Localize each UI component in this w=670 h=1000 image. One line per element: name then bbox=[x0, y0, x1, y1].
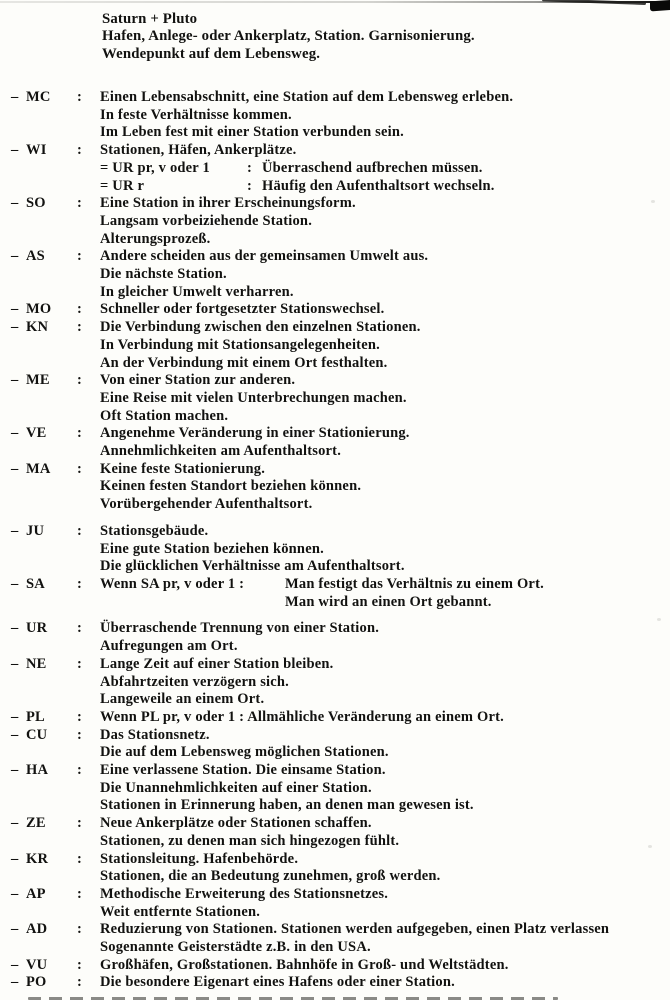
entry-code: AS bbox=[26, 248, 45, 265]
entry-row bbox=[0, 107, 670, 125]
entry-row bbox=[0, 178, 670, 196]
entry-code bbox=[26, 868, 77, 886]
entry-row bbox=[0, 620, 670, 638]
entry-HA bbox=[0, 762, 670, 815]
condition-label: Wenn SA pr, v oder 1 : bbox=[100, 575, 245, 592]
entry-SO bbox=[0, 195, 670, 248]
entry-colon bbox=[77, 408, 100, 426]
entry-row bbox=[0, 160, 670, 178]
condition-colon: : bbox=[247, 177, 253, 194]
entry-text: Langsam vorbeiziehende Station. bbox=[100, 212, 313, 229]
entry-text: Eine Station in ihrer Erscheinungsform. bbox=[100, 195, 356, 212]
entry-dash: – bbox=[11, 708, 19, 725]
condition-text: Man festigt das Verhältnis zu einem Ort. bbox=[285, 575, 544, 592]
entry-row bbox=[0, 762, 670, 780]
entry-text: Das Stationsnetz. bbox=[100, 726, 210, 743]
entry-dash bbox=[11, 797, 26, 815]
condition-text: Überraschend aufbrechen müssen. bbox=[262, 159, 483, 176]
entry-dash bbox=[11, 231, 26, 249]
entry-text: Andere scheiden aus der gemeinsamen Umwelt aus. bbox=[100, 248, 429, 265]
entry-colon: : bbox=[77, 89, 83, 105]
entry-dash bbox=[11, 833, 26, 851]
entry-row bbox=[0, 390, 670, 408]
entry-code: UR bbox=[26, 620, 48, 637]
entry-dash: – bbox=[11, 956, 19, 973]
entry-colon: : bbox=[77, 522, 83, 539]
condition-label: = UR r bbox=[100, 177, 145, 194]
entry-row bbox=[0, 355, 670, 373]
entry-colon bbox=[77, 213, 100, 231]
entry-colon: : bbox=[77, 956, 83, 973]
entry-text: Von einer Station zur anderen. bbox=[100, 372, 296, 389]
entry-text: Eine Reise mit vielen Unterbrechungen machen. bbox=[100, 389, 407, 406]
entry-row bbox=[0, 939, 670, 957]
entry-dash bbox=[11, 541, 26, 559]
entry-colon bbox=[77, 478, 100, 496]
entry-code: SO bbox=[26, 195, 46, 212]
entry-row bbox=[0, 195, 670, 213]
header-subtitle-2: Wendepunkt auf dem Lebensweg. bbox=[102, 45, 321, 62]
entry-row bbox=[0, 248, 670, 266]
entry-code: ME bbox=[26, 372, 50, 389]
entry-code bbox=[26, 337, 77, 355]
entry-colon bbox=[77, 266, 100, 284]
entry-colon bbox=[77, 231, 100, 249]
entry-text: Überraschende Trennung von einer Station. bbox=[100, 620, 380, 637]
entry-code bbox=[26, 178, 77, 196]
entry-row bbox=[0, 727, 670, 745]
entry-code bbox=[26, 797, 77, 815]
entry-code: VE bbox=[26, 425, 47, 442]
entry-dash bbox=[11, 674, 26, 692]
entry-text: Abfahrtzeiten verzögern sich. bbox=[100, 673, 290, 690]
entry-text: Großhäfen, Großstationen. Bahnhöfe in Groß- und Weltstädten. bbox=[100, 956, 509, 973]
entry-row bbox=[0, 638, 670, 656]
entry-colon bbox=[77, 594, 100, 612]
entry-code: AD bbox=[26, 921, 48, 938]
entry-text: Stationsleitung. Hafenbehörde. bbox=[100, 850, 299, 867]
entry-colon bbox=[77, 558, 100, 576]
entry-row bbox=[0, 231, 670, 249]
entry-colon bbox=[77, 541, 100, 559]
entry-code: KR bbox=[26, 850, 49, 867]
entry-dash: – bbox=[11, 142, 19, 159]
entry-UR bbox=[0, 620, 670, 655]
entry-text: Die besondere Eigenart eines Hafens oder einer Station. bbox=[100, 974, 455, 991]
entry-dash: – bbox=[11, 319, 19, 336]
entry-code bbox=[26, 558, 77, 576]
entry-text: Die nächste Station. bbox=[100, 266, 227, 283]
entry-colon bbox=[77, 638, 100, 656]
entry-row bbox=[0, 213, 670, 231]
entry-row bbox=[0, 558, 670, 576]
entry-colon bbox=[77, 390, 100, 408]
entry-row bbox=[0, 974, 670, 992]
entry-row bbox=[0, 496, 670, 514]
entry-colon bbox=[77, 496, 100, 514]
entry-code: MO bbox=[26, 301, 52, 318]
entry-code: PO bbox=[26, 974, 47, 991]
entry-row bbox=[0, 523, 670, 541]
entry-PO bbox=[0, 974, 670, 992]
entry-colon bbox=[77, 355, 100, 373]
entry-dash: – bbox=[11, 575, 19, 592]
entry-colon bbox=[77, 443, 100, 461]
entry-dash: – bbox=[11, 726, 19, 743]
scan-speck bbox=[648, 845, 652, 848]
entry-code: MC bbox=[26, 89, 51, 105]
entry-colon: : bbox=[77, 620, 83, 637]
entry-text: Die Unannehmlichkeiten auf einer Station. bbox=[100, 779, 372, 796]
entry-code bbox=[26, 284, 77, 302]
entry-code bbox=[26, 478, 77, 496]
entry-colon: : bbox=[77, 885, 83, 902]
entry-text bbox=[100, 576, 670, 594]
entry-dash bbox=[11, 939, 26, 957]
condition-text: Man wird an einen Ort gebannt. bbox=[285, 593, 492, 610]
entry-code bbox=[26, 390, 77, 408]
entry-colon bbox=[77, 284, 100, 302]
entry-row bbox=[0, 301, 670, 319]
entry-colon: : bbox=[77, 708, 83, 725]
entry-text bbox=[100, 160, 670, 178]
entry-dash: – bbox=[11, 885, 19, 902]
entry-code bbox=[26, 594, 77, 612]
header-subtitle-1: Hafen, Anlege- oder Ankerplatz, Station. Garnisonierung. bbox=[102, 28, 475, 45]
entry-VE bbox=[0, 425, 670, 460]
entry-dash bbox=[11, 443, 26, 461]
entry-KN bbox=[0, 319, 670, 372]
entries-list bbox=[0, 89, 670, 992]
entry-dash: – bbox=[11, 372, 19, 389]
entry-NE bbox=[0, 656, 670, 709]
entry-KR bbox=[0, 851, 670, 886]
entry-row bbox=[0, 904, 670, 922]
entry-dash bbox=[11, 744, 26, 762]
entry-text: Im Leben fest mit einer Station verbunden sein. bbox=[100, 124, 404, 141]
entry-text: Weit entfernte Stationen. bbox=[100, 903, 261, 920]
entry-dash bbox=[11, 107, 26, 125]
entry-code bbox=[26, 160, 77, 178]
condition-label: = UR pr, v oder 1 bbox=[100, 159, 210, 176]
entry-code: PL bbox=[26, 708, 45, 725]
entry-colon bbox=[77, 797, 100, 815]
entry-row bbox=[0, 957, 670, 975]
entry-code bbox=[26, 939, 77, 957]
entry-row bbox=[0, 541, 670, 559]
entry-dash: – bbox=[11, 655, 19, 672]
entry-row bbox=[0, 124, 670, 142]
entry-WI bbox=[0, 142, 670, 195]
entry-MO bbox=[0, 301, 670, 319]
entry-row bbox=[0, 744, 670, 762]
entry-dash bbox=[11, 337, 26, 355]
entry-dash: – bbox=[11, 815, 19, 832]
entry-code: VU bbox=[26, 956, 48, 973]
entry-colon bbox=[77, 674, 100, 692]
entry-VU bbox=[0, 957, 670, 975]
entry-colon: : bbox=[77, 319, 83, 336]
entry-colon bbox=[77, 160, 100, 178]
entry-dash bbox=[11, 904, 26, 922]
entry-colon: : bbox=[77, 575, 83, 592]
entry-row bbox=[0, 478, 670, 496]
scan-corner-mark bbox=[650, 0, 670, 11]
entry-dash bbox=[11, 266, 26, 284]
entry-text: Methodische Erweiterung des Stationsnetzes. bbox=[100, 885, 389, 902]
entry-text: Annehmlichkeiten am Aufenthaltsort. bbox=[100, 443, 342, 460]
entry-text: Stationsgebäude. bbox=[100, 522, 209, 539]
page-header bbox=[102, 11, 475, 63]
entry-colon bbox=[77, 833, 100, 851]
entry-row bbox=[0, 594, 670, 612]
entry-row bbox=[0, 89, 670, 107]
entry-text: Eine gute Station beziehen können. bbox=[100, 540, 324, 557]
entry-colon bbox=[77, 939, 100, 957]
entry-dash: – bbox=[11, 921, 19, 938]
condition-colon: : bbox=[247, 159, 253, 176]
entry-code bbox=[26, 443, 77, 461]
entry-dash bbox=[11, 558, 26, 576]
entry-dash: – bbox=[11, 762, 19, 779]
entry-colon: : bbox=[77, 248, 83, 265]
entry-dash bbox=[11, 478, 26, 496]
entry-colon: : bbox=[77, 142, 83, 159]
entry-colon bbox=[77, 124, 100, 142]
entry-code bbox=[26, 780, 77, 798]
page-title: Saturn + Pluto bbox=[102, 11, 198, 27]
entry-dash: – bbox=[11, 850, 19, 867]
entry-code: NE bbox=[26, 655, 47, 672]
entry-text: Vorübergehender Aufenthaltsort. bbox=[100, 496, 313, 513]
entry-ME bbox=[0, 372, 670, 425]
entry-row bbox=[0, 284, 670, 302]
entry-dash bbox=[11, 124, 26, 142]
entry-SA bbox=[0, 576, 670, 611]
entry-text: Wenn PL pr, v oder 1 : Allmähliche Veränderung an einem Ort. bbox=[100, 708, 504, 725]
entry-text: Angenehme Veränderung in einer Stationierung. bbox=[100, 425, 410, 442]
entry-row bbox=[0, 266, 670, 284]
entry-dash: – bbox=[11, 89, 19, 105]
entry-row bbox=[0, 443, 670, 461]
entry-row bbox=[0, 851, 670, 869]
entry-code bbox=[26, 541, 77, 559]
entry-dash: – bbox=[11, 195, 19, 212]
entry-text: Schneller oder fortgesetzter Stationswechsel. bbox=[100, 301, 385, 318]
entry-colon bbox=[77, 691, 100, 709]
entry-colon: : bbox=[77, 762, 83, 779]
entry-text: Keinen festen Standort beziehen können. bbox=[100, 478, 362, 495]
condition-text: Häufig den Aufenthaltsort wechseln. bbox=[262, 177, 495, 194]
entry-code: SA bbox=[26, 575, 45, 592]
entry-colon bbox=[77, 744, 100, 762]
entry-colon: : bbox=[77, 815, 83, 832]
entry-colon bbox=[77, 868, 100, 886]
entry-JU bbox=[0, 523, 670, 576]
entry-text: In Verbindung mit Stationsangelegenheiten. bbox=[100, 336, 380, 353]
entry-dash bbox=[11, 213, 26, 231]
entry-dash bbox=[11, 868, 26, 886]
entry-colon bbox=[77, 780, 100, 798]
entry-row bbox=[0, 833, 670, 851]
entry-code bbox=[26, 744, 77, 762]
entry-text bbox=[100, 594, 670, 612]
entry-text: An der Verbindung mit einem Ort festhalten. bbox=[100, 354, 388, 371]
entry-row bbox=[0, 372, 670, 390]
entry-row bbox=[0, 576, 670, 594]
entry-dash bbox=[11, 160, 26, 178]
entry-dash: – bbox=[11, 460, 19, 477]
entry-text: Sogenannte Geisterstädte z.B. in den USA. bbox=[100, 939, 371, 956]
entry-colon: : bbox=[77, 425, 83, 442]
entry-code: HA bbox=[26, 762, 49, 779]
entry-row bbox=[0, 425, 670, 443]
entry-text: Stationen, zu denen man sich hingezogen fühlt. bbox=[100, 832, 400, 849]
entry-row bbox=[0, 337, 670, 355]
entry-text: Die auf dem Lebensweg möglichen Stationen. bbox=[100, 744, 389, 761]
entry-AD bbox=[0, 921, 670, 956]
entry-colon: : bbox=[77, 726, 83, 743]
entry-text bbox=[100, 178, 670, 196]
entry-code: ZE bbox=[26, 815, 46, 832]
entry-row bbox=[0, 797, 670, 815]
entry-MA bbox=[0, 461, 670, 514]
entry-text: Eine verlassene Station. Die einsame Station. bbox=[100, 762, 386, 779]
entry-code: KN bbox=[26, 319, 49, 336]
entry-code bbox=[26, 213, 77, 231]
entry-colon: : bbox=[77, 655, 83, 672]
entry-text: Aufregungen am Ort. bbox=[100, 638, 238, 655]
entry-colon: : bbox=[77, 850, 83, 867]
entry-row bbox=[0, 868, 670, 886]
entry-colon: : bbox=[77, 460, 83, 477]
scan-speck bbox=[651, 200, 655, 203]
entry-dash: – bbox=[11, 974, 19, 991]
condition-label bbox=[100, 594, 285, 612]
entry-code: AP bbox=[26, 885, 46, 902]
entry-text: Langeweile an einem Ort. bbox=[100, 691, 265, 708]
entry-code bbox=[26, 107, 77, 125]
entry-code: MA bbox=[26, 460, 51, 477]
entry-text: In gleicher Umwelt verharren. bbox=[100, 283, 294, 300]
entry-dash bbox=[11, 594, 26, 612]
entry-row bbox=[0, 142, 670, 160]
entry-code bbox=[26, 266, 77, 284]
entry-text: Einen Lebensabschnitt, eine Station auf dem Lebensweg erleben. bbox=[100, 89, 514, 105]
entry-row bbox=[0, 886, 670, 904]
entry-code bbox=[26, 231, 77, 249]
entry-code: WI bbox=[26, 142, 47, 159]
entry-AP bbox=[0, 886, 670, 921]
entry-dash bbox=[11, 780, 26, 798]
entry-dash: – bbox=[11, 522, 19, 539]
scan-speck bbox=[657, 618, 661, 621]
entry-row bbox=[0, 691, 670, 709]
entry-dash: – bbox=[11, 620, 19, 637]
entry-dash: – bbox=[11, 301, 19, 318]
entry-text: Neue Ankerplätze oder Stationen schaffen. bbox=[100, 815, 372, 832]
entry-colon bbox=[77, 107, 100, 125]
entry-code bbox=[26, 674, 77, 692]
entry-row bbox=[0, 709, 670, 727]
entry-colon: : bbox=[77, 921, 83, 938]
entry-row bbox=[0, 319, 670, 337]
entry-text: In feste Verhältnisse kommen. bbox=[100, 106, 292, 123]
entry-text: Die Verbindung zwischen den einzelnen Stationen. bbox=[100, 319, 421, 336]
entry-dash: – bbox=[11, 248, 19, 265]
entry-text: Stationen, die an Bedeutung zunehmen, groß werden. bbox=[100, 868, 441, 885]
entry-PL bbox=[0, 709, 670, 727]
entry-code bbox=[26, 638, 77, 656]
entry-CU bbox=[0, 727, 670, 762]
entry-colon bbox=[77, 337, 100, 355]
entry-text: Reduzierung von Stationen. Stationen werden aufgegeben, einen Platz verlassen bbox=[100, 921, 610, 938]
entry-dash bbox=[11, 284, 26, 302]
entry-row bbox=[0, 656, 670, 674]
entry-row bbox=[0, 921, 670, 939]
entry-colon bbox=[77, 904, 100, 922]
entry-MC bbox=[0, 89, 670, 142]
entry-dash bbox=[11, 496, 26, 514]
entry-colon: : bbox=[77, 974, 83, 991]
entry-colon: : bbox=[77, 372, 83, 389]
entry-colon: : bbox=[77, 301, 83, 318]
entry-code: JU bbox=[26, 522, 45, 539]
entry-text: Stationen in Erinnerung haben, an denen man gewesen ist. bbox=[100, 797, 474, 814]
entry-text: Oft Station machen. bbox=[100, 407, 229, 424]
entry-ZE bbox=[0, 815, 670, 850]
entry-dash bbox=[11, 178, 26, 196]
entry-code bbox=[26, 124, 77, 142]
entry-code bbox=[26, 691, 77, 709]
entry-dash bbox=[11, 691, 26, 709]
entry-dash bbox=[11, 390, 26, 408]
entry-row bbox=[0, 461, 670, 479]
entry-text: Lange Zeit auf einer Station bleiben. bbox=[100, 655, 334, 672]
entry-dash bbox=[11, 638, 26, 656]
entry-colon: : bbox=[77, 195, 83, 212]
entry-AS bbox=[0, 248, 670, 301]
entry-row bbox=[0, 408, 670, 426]
entry-row bbox=[0, 674, 670, 692]
entry-text: Alterungsprozeß. bbox=[100, 230, 211, 247]
entry-code bbox=[26, 904, 77, 922]
entry-code: CU bbox=[26, 726, 48, 743]
entry-dash: – bbox=[11, 425, 19, 442]
entry-dash bbox=[11, 355, 26, 373]
entry-text: Stationen, Häfen, Ankerplätze. bbox=[100, 142, 297, 159]
entry-row bbox=[0, 780, 670, 798]
entry-row bbox=[0, 815, 670, 833]
entry-code bbox=[26, 355, 77, 373]
entry-code bbox=[26, 833, 77, 851]
entry-text: Die glücklichen Verhältnisse am Aufenthaltsort. bbox=[100, 558, 405, 575]
entry-code bbox=[26, 408, 77, 426]
entry-code bbox=[26, 496, 77, 514]
entry-dash bbox=[11, 408, 26, 426]
entry-colon bbox=[77, 178, 100, 196]
entry-text: Keine feste Stationierung. bbox=[100, 460, 266, 477]
